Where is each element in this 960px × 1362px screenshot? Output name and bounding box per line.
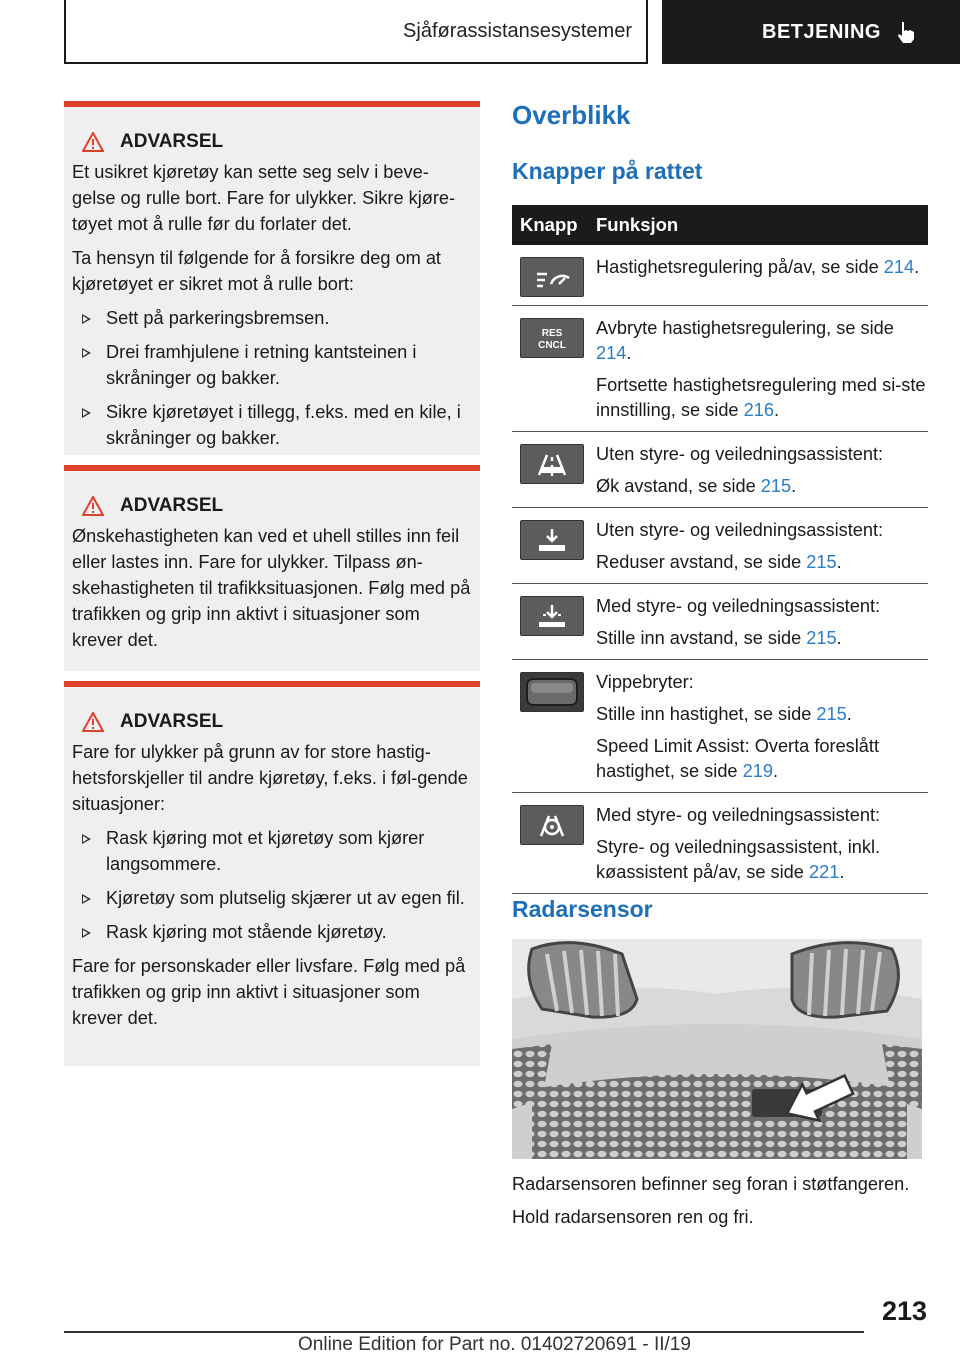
table-row	[512, 306, 928, 432]
list-item: Rask kjøring mot et kjøretøy som kjører langsommere.	[72, 825, 472, 877]
distance-set-icon	[520, 596, 584, 636]
page-link[interactable]: 221	[808, 862, 840, 882]
page-number: 213	[882, 1296, 928, 1326]
footer-edition: Online Edition for Part no. 01402720691 - II/19	[298, 1334, 691, 1355]
hand-pointer-icon	[893, 19, 919, 45]
page-link[interactable]: 216	[743, 400, 774, 420]
warning-title: ADVARSEL	[82, 493, 472, 519]
page-link[interactable]: 219	[742, 761, 773, 781]
warning-box-3	[64, 681, 480, 1066]
table-row	[512, 793, 928, 894]
function-text: Stille inn hastighet, se side 215.	[596, 704, 852, 724]
header-section-tab	[64, 0, 648, 64]
list-item: Sikre kjøretøyet i tillegg, f.eks. med en kile, i skråninger og bakker.	[72, 399, 472, 451]
warning-text: Et usikret kjøretøy kan sette seg selv i beve-gelse og rulle bort. Fare for ulykker. Sikre kjøre-tøyet mot å rulle før du forlater det.	[72, 162, 456, 234]
warning-text: Fare for personskader eller livsfare. Følg med på trafikken og grip inn aktivt i situasjoner som krever det.	[72, 956, 466, 1028]
subsection-heading: Radarsensor	[512, 896, 653, 922]
rocker-switch-icon	[520, 672, 584, 712]
section-heading: Overblikk	[512, 100, 631, 130]
page-link[interactable]: 215	[806, 628, 837, 648]
chapter-title: BETJENING	[762, 20, 881, 43]
function-text: Stille inn avstand, se side 215.	[596, 628, 842, 648]
warning-triangle-icon	[82, 132, 104, 152]
warning-list	[72, 825, 472, 945]
warning-box-2	[64, 465, 480, 671]
function-text: Avbryte hastighetsregulering, se side 214.	[596, 318, 894, 363]
table-row	[512, 584, 928, 660]
radar-caption: Hold radarsensoren ren og fri.	[512, 1207, 754, 1227]
function-text: Speed Limit Assist: Overta foreslått hastighet, se side 219.	[596, 736, 880, 781]
section-title: Sjåførassistansesystemer	[403, 19, 632, 42]
warning-triangle-icon	[82, 712, 104, 732]
distance-decrease-icon	[520, 520, 584, 560]
function-text: Fortsette hastighetsregulering med si-ste innstilling, se side 216.	[596, 375, 926, 420]
list-item: Sett på parkeringsbremsen.	[72, 305, 472, 331]
subsection-heading: Knapper på rattet	[512, 158, 703, 184]
footer-divider	[64, 1331, 864, 1333]
page-link[interactable]: 215	[760, 476, 792, 496]
function-text: Øk avstand, se side 215.	[596, 476, 797, 496]
distance-increase-icon	[520, 444, 584, 484]
res-cncl-icon	[520, 318, 584, 358]
warning-text: Ta hensyn til følgende for å forsikre deg om at kjøretøyet er sikret mot å rulle bort:	[72, 248, 441, 294]
buttons-table	[512, 205, 928, 894]
table-row	[512, 508, 928, 584]
page-link[interactable]: 214	[883, 257, 915, 277]
list-item: Rask kjøring mot stående kjøretøy.	[72, 919, 472, 945]
warning-text: Ønskehastigheten kan ved et uhell stilles inn feil eller lastes inn. Fare for ulykker. Tilpass øn-skehastigheten til trafikksituasjonen. Følg med på trafikken og grip inn aktivt i situasjoner som krever det.	[72, 526, 471, 650]
table-row	[512, 432, 928, 508]
warning-list	[72, 305, 472, 451]
page-link[interactable]: 215	[806, 552, 837, 572]
function-text: Hastighetsregulering på/av, se side 214.	[596, 257, 920, 277]
column-header-function: Funksjon	[596, 214, 679, 235]
table-row	[512, 245, 928, 306]
steering-assist-icon	[520, 805, 584, 845]
column-header-button: Knapp	[520, 214, 578, 235]
function-text: Reduser avstand, se side 215.	[596, 552, 842, 572]
table-header	[512, 205, 928, 245]
svg-text:RES: RES	[541, 328, 563, 339]
function-text: Med styre- og veiledningsassistent:	[596, 805, 881, 825]
warning-box-1	[64, 101, 480, 455]
header-chapter-tab	[662, 0, 960, 64]
radar-caption: Radarsensoren befinner seg foran i støtfangeren.	[512, 1174, 910, 1194]
function-text: Vippebryter:	[596, 672, 694, 692]
function-text: Uten styre- og veiledningsassistent:	[596, 444, 884, 464]
radar-sensor-photo	[512, 939, 922, 1159]
table-row	[512, 660, 928, 793]
function-text: Styre- og veiledningsassistent, inkl. køassistent på/av, se side 221.	[596, 837, 881, 882]
warning-text: Fare for ulykker på grunn av for store hastig-hetsforskjeller til andre kjøretøy, f.eks. i føl-gende situasjoner:	[72, 742, 468, 814]
list-item: Drei framhjulene i retning kantsteinen i skråninger og bakker.	[72, 339, 472, 391]
warning-title: ADVARSEL	[82, 709, 472, 735]
function-text: Uten styre- og veiledningsassistent:	[596, 520, 884, 540]
speed-control-icon	[520, 257, 584, 297]
function-text: Med styre- og veiledningsassistent:	[596, 596, 881, 616]
svg-text:CNCL: CNCL	[538, 340, 566, 351]
list-item: Kjøretøy som plutselig skjærer ut av egen fil.	[72, 885, 472, 911]
warning-title: ADVARSEL	[82, 129, 472, 155]
warning-triangle-icon	[82, 496, 104, 516]
page-link[interactable]: 215	[816, 704, 847, 724]
page-link[interactable]: 214	[596, 343, 627, 363]
